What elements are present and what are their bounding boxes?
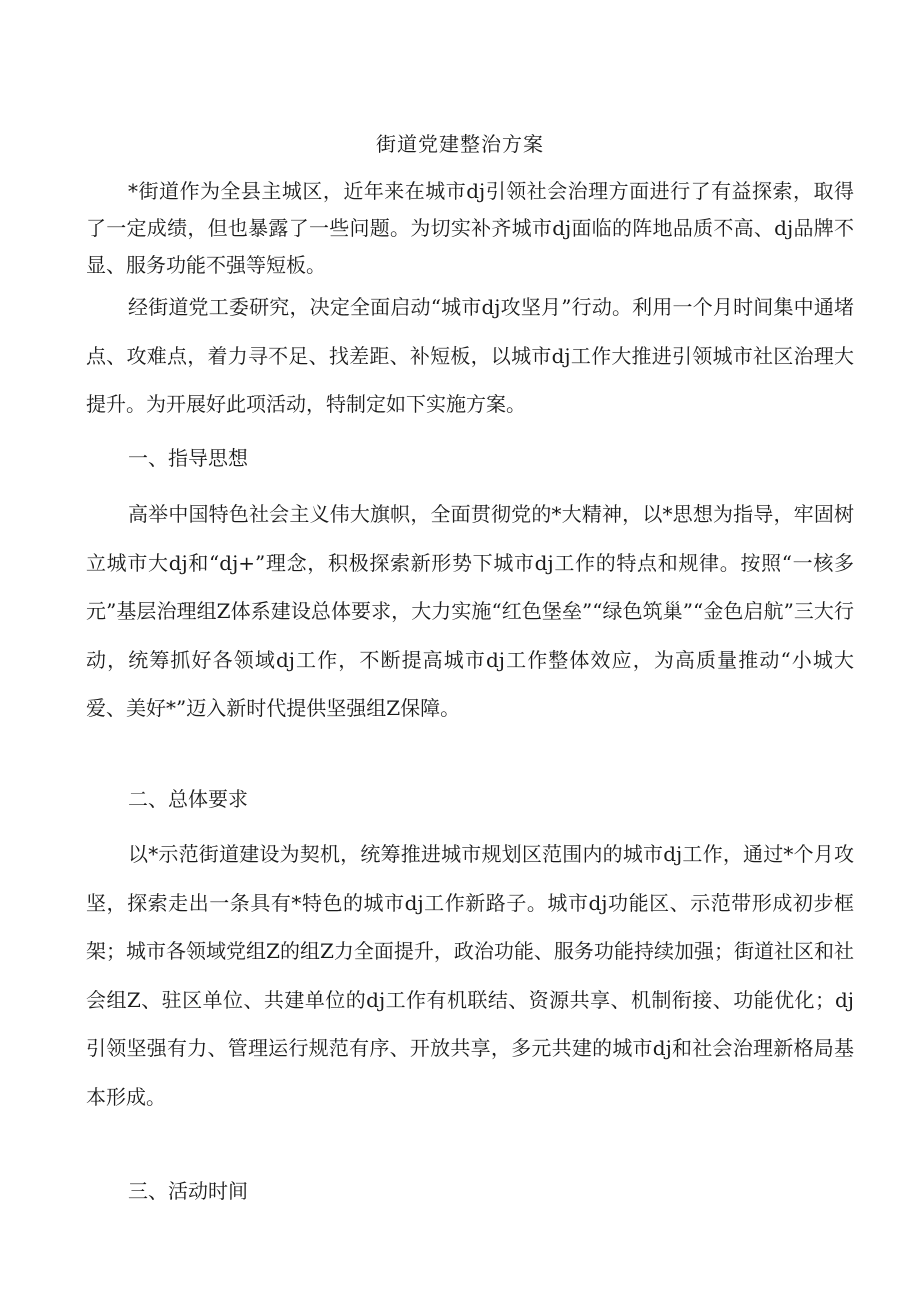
section-heading-activity-time: 三、活动时间 — [128, 1179, 248, 1203]
section-body-guiding-ideology: 高举中国特色社会主义伟大旗帜，全面贯彻党的*大精神，以*思想为指导，牢固树立城市大dj和“dj+”理念，积极探索新形势下城市dj工作的特点和规律。按照“一核多元”基层治理组Z体系建设总体要求，大力实施“红色堡垒”“绿色筑巢”“金色启航”三大行动，统筹抓好各领域dj工作，不断提高城市dj工作整体效应，为高质量推动“小城大爱、美好*”迈入新时代提供坚强组Z保障。 — [86, 502, 854, 720]
section-heading-guiding-ideology: 一、指导思想 — [128, 446, 248, 470]
intro-paragraph-2: 经街道党工委研究，决定全面启动“城市dj攻坚月”行动。利用一个月时间集中通堵点、攻难点，着力寻不足、找差距、补短板，以城市dj工作大推进引领城市社区治理大提升。为开展好此项活动，特制定如下实施方案。 — [86, 295, 854, 416]
section-body-overall-requirements: 以*示范街道建设为契机，统筹推进城市规划区范围内的城市dj工作，通过*个月攻坚，探索走出一条具有*特色的城市dj工作新路子。城市dj功能区、示范带形成初步框架；城市各领域党组Z的组Z力全面提升，政治功能、服务功能持续加强；街道社区和社会组Z、驻区单位、共建单位的dj工作有机联结、资源共享、机制衔接、功能优化；dj引领坚强有力、管理运行规范有序、开放共享，多元共建的城市dj和社会治理新格局基本形成。 — [86, 842, 854, 1109]
document-title: 街道党建整治方案 — [376, 132, 544, 156]
section-heading-overall-requirements: 二、总体要求 — [128, 787, 248, 811]
intro-paragraph-1: *街道作为全县主城区，近年来在城市dj引领社会治理方面进行了有益探索，取得了一定成绩，但也暴露了一些问题。为切实补齐城市dj面临的阵地品质不高、dj品牌不显、服务功能不强等短板。 — [86, 179, 854, 277]
